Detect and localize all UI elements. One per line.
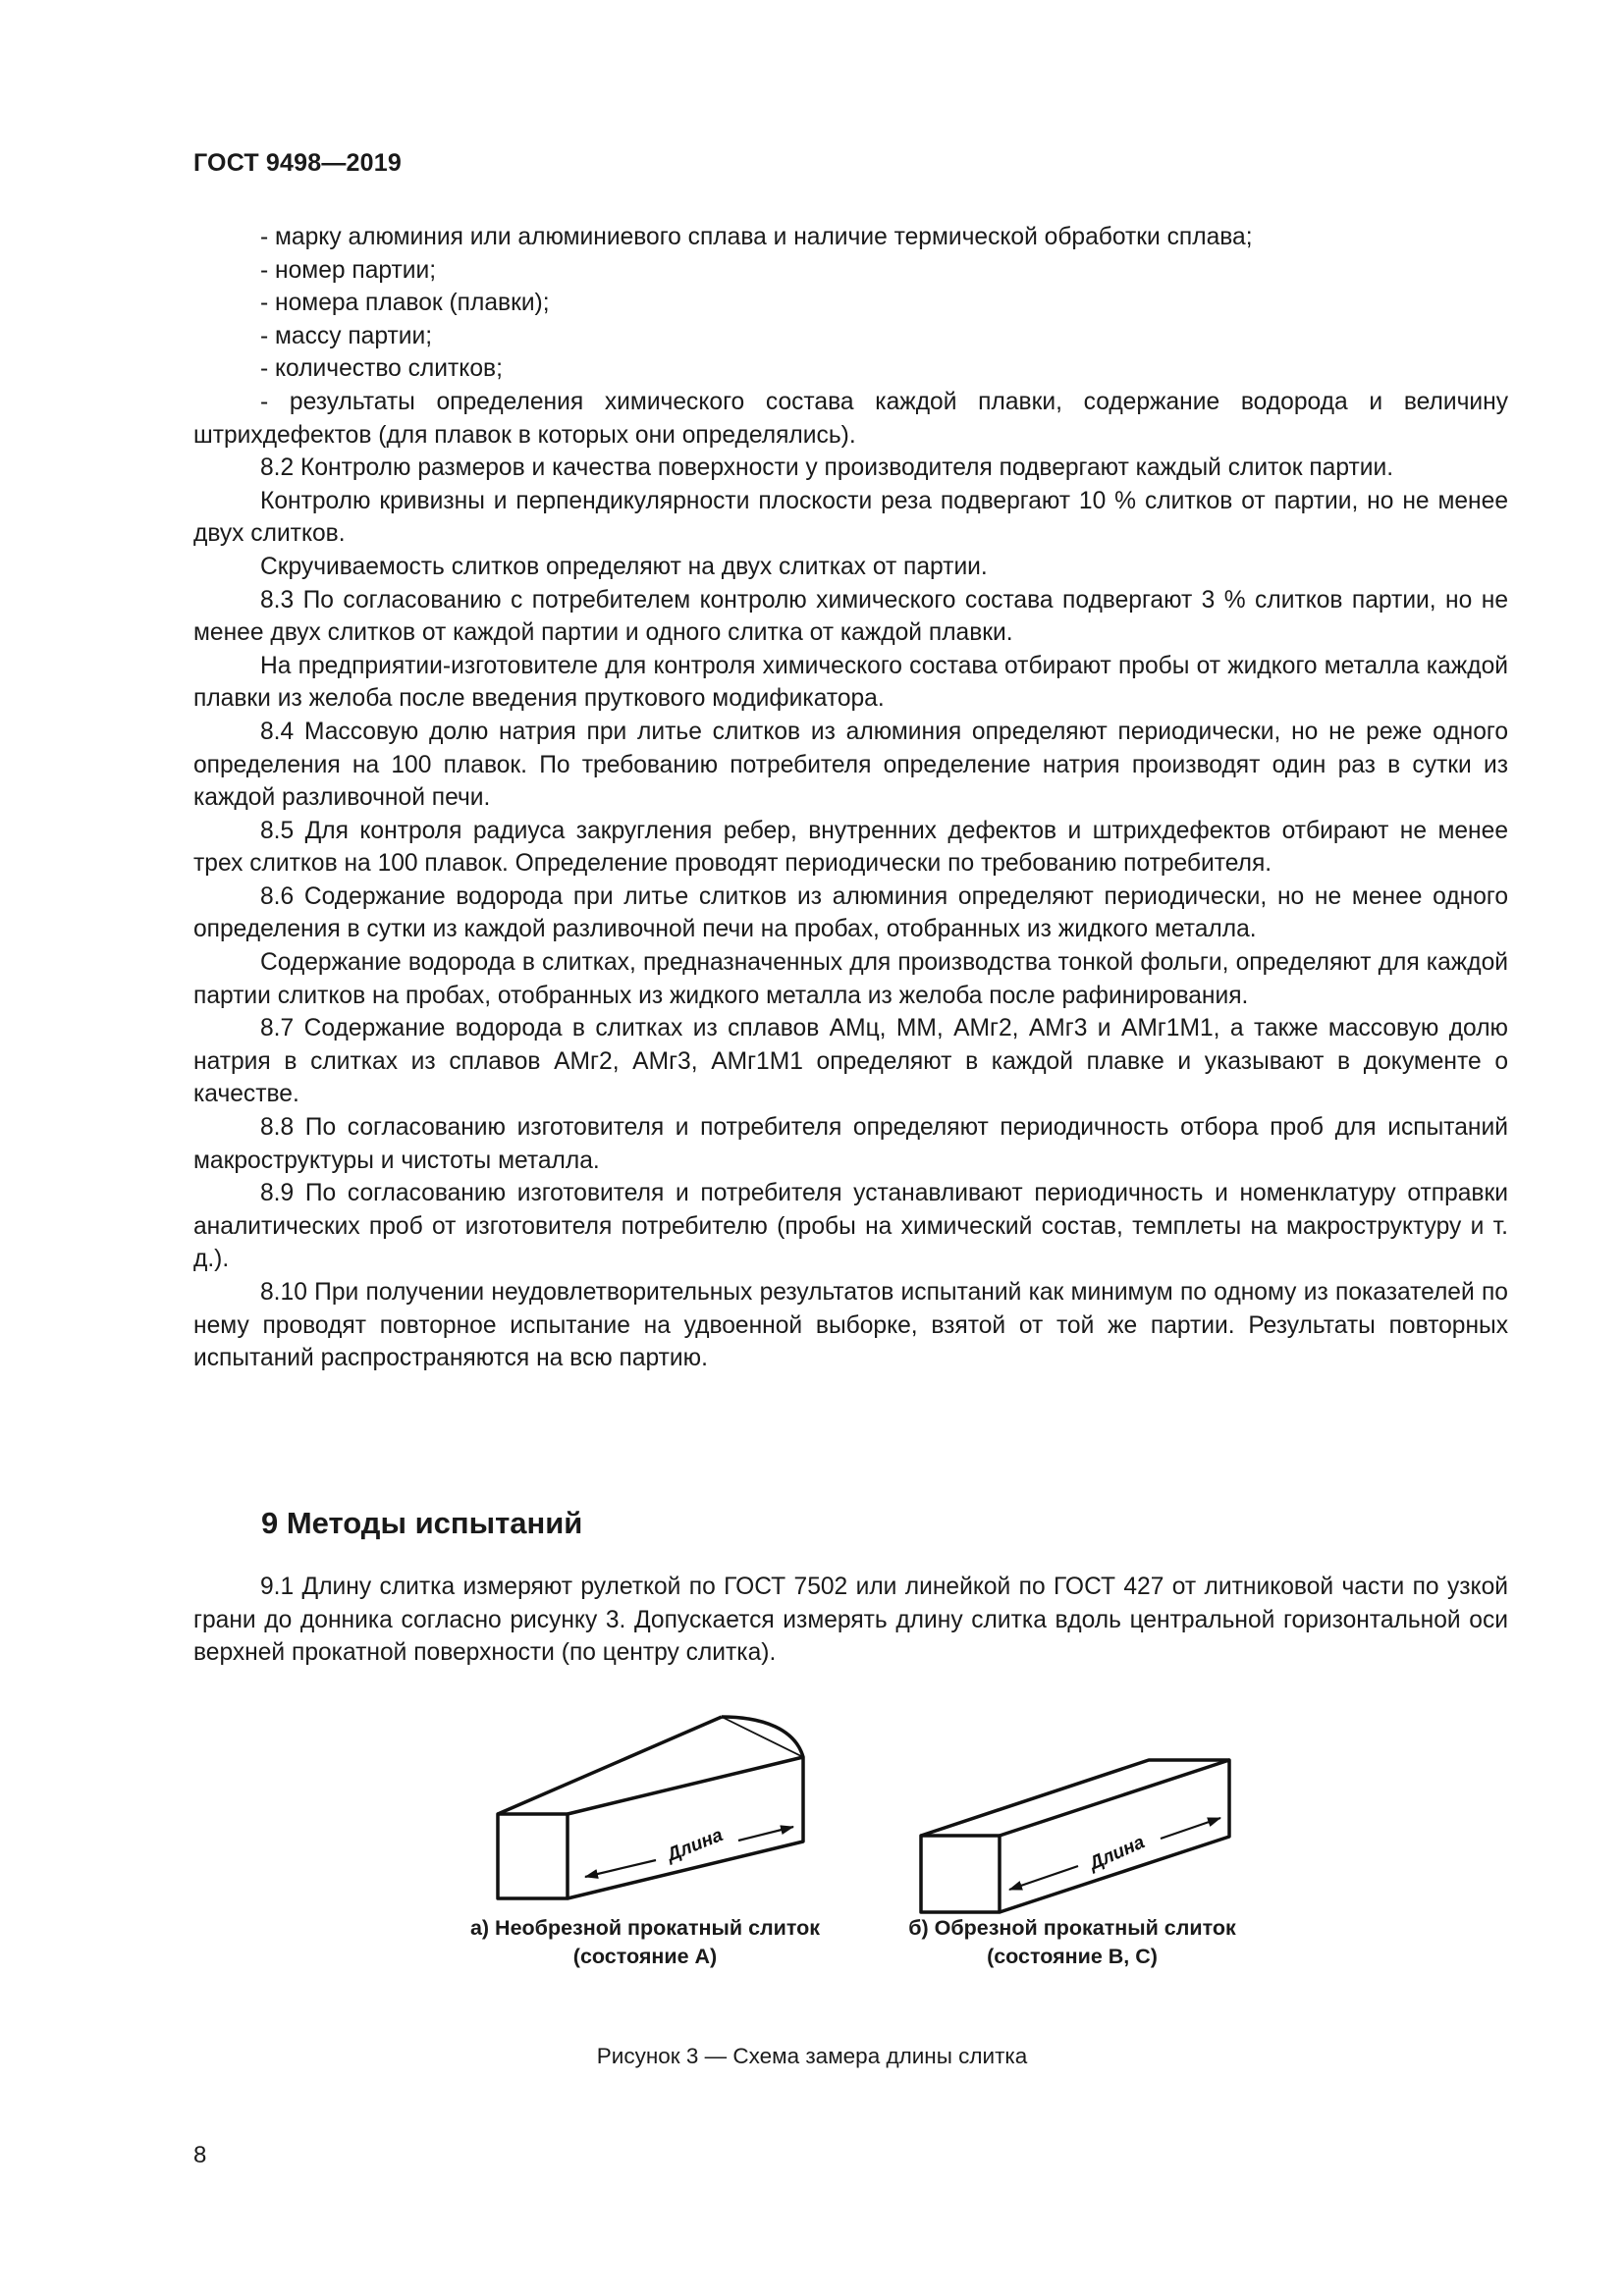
paragraph-8-3: 8.3 По согласованию с потребителем контролю химического состава подвергают 3 % слитков партии, но не менее двух слитков от каждой партии и одного слитка от каждой плавки. — [193, 586, 1508, 647]
figure-caption-b — [866, 1914, 1278, 1971]
paragraph-8-6: 8.6 Содержание водорода при литье слитков из алюминия определяют периодически, но не менее одного определения в сутки из каждой разливочной печи на пробах, отобранных из жидкого металла. — [193, 882, 1508, 943]
paragraph-9-1: 9.1 Длину слитка измеряют рулеткой по ГОСТ 7502 или линейкой по ГОСТ 427 от литниковой части по узкой грани до донника согласно рисунку 3. Допускается измерять длину слитка вдоль центральной горизонтальной оси верхней прокатной поверхности (по центру слитка). — [193, 1574, 1508, 1667]
paragraph-8-7: 8.7 Содержание водорода в слитках из сплавов АМц, ММ, АМг2, АМг3 и АМг1М1, а также массовую долю натрия в слитках из сплавов АМг2, АМг3, АМг1М1 определяют в каждой плавке и указывают в документе о качестве. — [193, 1015, 1508, 1108]
paragraph: Контролю кривизны и перпендикулярности плоскости реза подвергают 10 % слитков от партии, но не менее двух слитков. — [193, 487, 1508, 548]
caption-b-title: б) Обрезной прокатный слиток — [908, 1916, 1236, 1940]
paragraph: На предприятии-изготовителе для контроля химического состава отбирают пробы от жидкого металла каждой плавки из желоба после введения пруткового модификатора. — [193, 652, 1508, 713]
paragraph-8-9: 8.9 По согласованию изготовителя и потребителя устанавливают периодичность и номенклатуру отправки аналитических проб от изготовителя потребителю (пробы на химический состав, темплеты на макроструктуру и т. д.). — [193, 1180, 1508, 1273]
list-item: - номера плавок (плавки); — [260, 290, 550, 317]
paragraph-8-2: 8.2 Контролю размеров и качества поверхности у производителя подвергают каждый слиток партии. — [260, 454, 1394, 482]
caption-a-title: а) Необрезной прокатный слиток — [469, 1916, 821, 1940]
caption-b-state: (состояние B, C) — [987, 1945, 1158, 1968]
list-item: - номер партии; — [260, 256, 437, 284]
list-item: - массу партии; — [260, 322, 433, 349]
length-label: Длина — [664, 1825, 727, 1866]
paragraph: Скручиваемость слитков определяют на двух слитках от партии. — [260, 553, 988, 580]
section-9-heading: 9 Методы испытаний — [261, 1506, 583, 1540]
caption-a-state: (состояние А) — [572, 1945, 718, 1968]
paragraph-8-8: 8.8 По согласованию изготовителя и потребителя определяют периодичность отбора проб для испытаний макроструктуры и чистоты металла. — [193, 1114, 1508, 1174]
paragraph: Содержание водорода в слитках, предназначенных для производства тонкой фольги, определяют для каждой партии слитков на пробах, отобранных из жидкого металла из желоба после рафинирования. — [193, 949, 1508, 1009]
list-item: - марку алюминия или алюминиевого сплава и наличие термической обработки сплава; — [260, 224, 1253, 250]
length-label: Длина — [1086, 1832, 1149, 1875]
figure-title: Рисунок 3 — Схема замера длины слитка — [596, 2044, 1028, 2068]
untrimmed-ingot-drawing — [498, 1717, 803, 1898]
paragraph-8-5: 8.5 Для контроля радиуса закругления ребер, внутренних дефектов и штрихдефектов отбирают не менее трех слитков на 100 плавок. Определение проводят периодически по требованию потребителя. — [193, 817, 1508, 878]
paragraph-8-10: 8.10 При получении неудовлетворительных результатов испытаний как минимум по одному из показателей по нему проводят повторное испытание на удвоенной выборке, взятой от той же партии. Результаты повторных испытаний распространяются на всю партию. — [193, 1279, 1508, 1372]
paragraph-8-4: 8.4 Массовую долю натрия при литье слитков из алюминия определяют периодически, но не реже одного определения на 100 плавок. По требованию потребителя определение натрия производят один раз в сутки из каждой разливочной печи. — [193, 718, 1508, 812]
document-code-header: ГОСТ 9498—2019 — [193, 149, 402, 177]
page-number: 8 — [193, 2142, 207, 2168]
trimmed-ingot-drawing — [921, 1760, 1229, 1912]
figure-caption-a — [439, 1914, 851, 1971]
list-item: - количество слитков; — [260, 355, 503, 383]
list-item: - результаты определения химического состава каждой плавки, содержание водорода и величину штрихдефектов (для плавок в которых они определялись). — [193, 388, 1508, 449]
trimmed-ingot-length-dimension — [1009, 1818, 1220, 1890]
